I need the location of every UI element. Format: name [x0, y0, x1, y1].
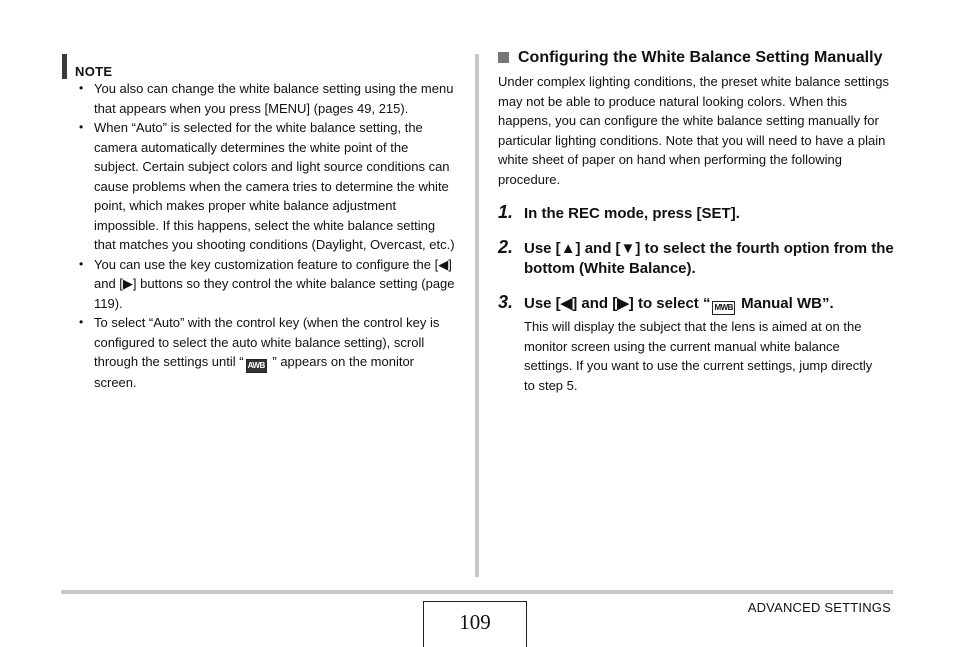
right-arrow-icon: ▶ — [122, 276, 133, 291]
note-label: NOTE — [75, 64, 113, 79]
page-number-box — [423, 601, 527, 647]
step-title: In the REC mode, press [SET]. — [524, 205, 740, 222]
right-column — [498, 48, 898, 395]
note-list — [76, 79, 456, 393]
note-marker-bar — [62, 54, 67, 79]
step-number: 3. — [498, 292, 514, 312]
left-arrow-icon: ◀ — [560, 295, 573, 312]
note-item: • To select “Auto” with the control key (when the control key is configured to select the auto white balance setting), scroll through the settings until “ AWB ” appears on the monitor screen. — [76, 313, 456, 393]
step-3 — [498, 292, 898, 395]
section-intro: Under complex lighting conditions, the preset white balance settings may not be able to produce natural looking colors. When this happens, you can configure the white balance setting manually for particular lighting conditions. Note that you will need to have a plain white sheet of paper on hand when performing the following procedure. — [498, 74, 889, 187]
awb-icon: AWB — [246, 359, 267, 373]
up-arrow-icon: ▲ — [560, 240, 576, 257]
page-number: 109 — [459, 610, 491, 634]
manual-wb-icon: MWB — [712, 301, 735, 315]
note-item: • You can use the key customization feature to configure the [◀] and [▶] buttons so they control the white balance setting (page 119). — [76, 255, 456, 314]
footer-divider — [61, 590, 893, 594]
column-divider — [475, 54, 479, 577]
step-2 — [498, 237, 898, 279]
left-arrow-icon: ◀ — [438, 256, 449, 272]
down-arrow-icon: ▼ — [620, 240, 636, 257]
square-bullet-icon — [498, 52, 509, 63]
step-1 — [498, 202, 898, 224]
footer-section-label: ADVANCED SETTINGS — [747, 600, 891, 615]
step-description: This will display the subject that the lens is aimed at on the monitor screen using the current manual white balance settings. If you want to use the current settings, jump directly to step 5. — [524, 319, 873, 393]
step-title: Use [▲] and [▼] to select the fourth option from the bottom (White Balance). — [524, 240, 894, 277]
step-number: 1. — [498, 202, 514, 222]
section-heading: Configuring the White Balance Setting Manually — [498, 48, 898, 68]
step-number: 2. — [498, 237, 514, 257]
right-arrow-icon: ▶ — [617, 295, 629, 312]
step-title: Use [◀] and [▶] to select “ MWB Manual WB”. — [524, 292, 898, 315]
note-item: • When “Auto” is selected for the white balance setting, the camera automatically determines the white point of the subject. Certain subject colors and light source conditions can cause problems when the camera tries to determine the white point, which makes proper white balance adjustment impossible. If this happens, select the white balance setting that matches you shooting conditions (Daylight, Overcast, etc.) — [76, 118, 456, 255]
note-item: • You also can change the white balance setting using the menu that appears when you press [MENU] (pages 49, 215). — [76, 79, 456, 118]
